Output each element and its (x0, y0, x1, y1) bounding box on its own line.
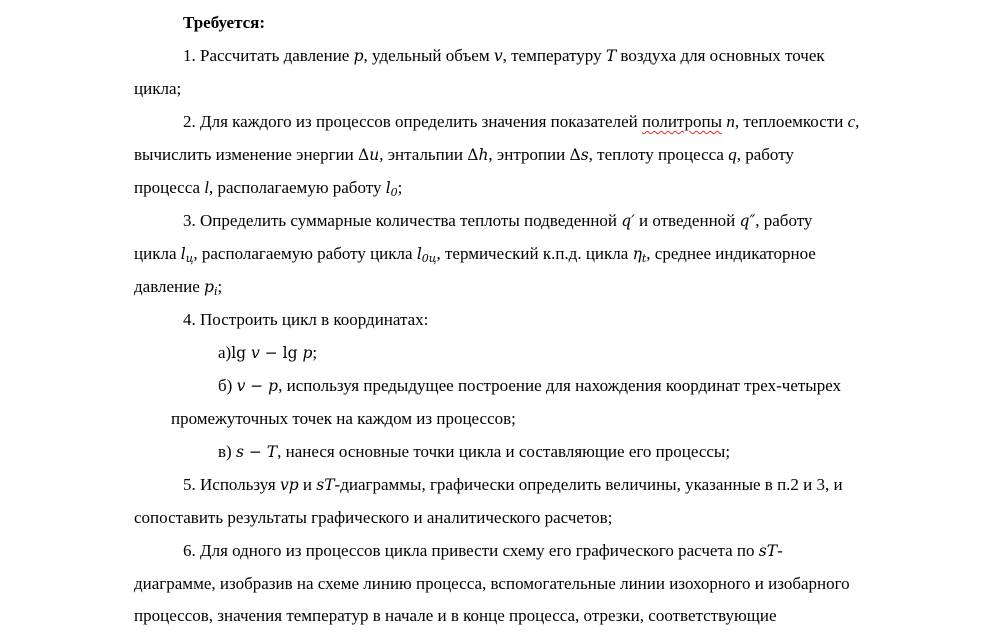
item6-line2: диаграмме, изобразив на схеме линию процесса, вспомогательные линии изохорного и изобарного (134, 574, 850, 593)
text: процесса (134, 178, 205, 197)
item1-line2: цикла; (134, 79, 182, 98)
math-v: v (493, 47, 503, 65)
text: , термический к.п.д. цикла (436, 244, 633, 263)
math-p-i (204, 278, 217, 296)
math-l0-cycle-var: l (416, 245, 422, 263)
text: и отведенной (634, 211, 740, 230)
math-vp: vp (279, 476, 299, 494)
item6-line1 (183, 540, 783, 562)
spellcheck-word-politropy[interactable]: политропы (641, 112, 723, 131)
heading-required: Требуется: (183, 13, 266, 32)
math-eta-var: η (632, 245, 642, 263)
math-l0 (386, 179, 398, 197)
text: 3. Определить суммарные количества теплоты подведенной (183, 211, 622, 230)
math-delta: Δ (358, 146, 370, 164)
math-lg: lg (282, 344, 303, 362)
math-l0-cycle-sub: 0ц (421, 252, 437, 265)
text: -диаграммы, графически определить величины, указанные в п.2 и 3, и (334, 475, 843, 494)
math-p: p (268, 377, 279, 395)
text: , энтропии (488, 145, 570, 164)
math-minus: − (245, 377, 269, 395)
text: в) (218, 442, 236, 461)
math-l0-sub: 0 (390, 186, 398, 199)
item4-sub-b (218, 375, 841, 397)
text: ; (312, 343, 318, 362)
item3-line1 (183, 210, 812, 232)
item5-line2: сопоставить результаты графического и аналитического расчетов; (134, 508, 613, 527)
item3-line2 (134, 243, 816, 265)
math-sT: sT (758, 542, 778, 560)
text: - (777, 541, 783, 560)
item4-sub-a (218, 342, 317, 364)
math-v: v (236, 377, 246, 395)
item5-line1 (183, 474, 843, 496)
text: вычислить изменение энергии (134, 145, 359, 164)
text: а) (218, 343, 232, 362)
text: цикла (134, 244, 181, 263)
math-minus: − (243, 443, 267, 461)
math-delta: Δ (569, 146, 581, 164)
text: ; (397, 178, 403, 197)
math-sT: sT (316, 476, 335, 494)
item2-line3 (134, 177, 402, 199)
item4-sub-c (218, 441, 730, 463)
text: воздуха для основных точек (616, 46, 825, 65)
math-q-prime: q′ (621, 212, 635, 230)
math-l-cycle-var: l (180, 245, 186, 263)
math-p-i-sub: i (213, 285, 218, 298)
text: , нанеся основные точки цикла и составляющие его процессы; (277, 442, 731, 461)
text: давление (134, 277, 205, 296)
text: , энтальпии (379, 145, 468, 164)
math-minus: − (259, 344, 283, 362)
math-T: T (605, 47, 617, 65)
math-eta-sub: t (641, 252, 647, 265)
math-v: v (251, 344, 260, 362)
text: 2. Для каждого из процессов определить значения показателей (183, 112, 642, 131)
math-lg: lg (231, 344, 252, 362)
text: , используя предыдущее построение для нахождения координат трех-четырех (278, 376, 842, 395)
text: , удельный объем (363, 46, 494, 65)
text: , теплоту процесса (588, 145, 729, 164)
item4-sub-b-line2: промежуточных точек на каждом из процессов; (171, 409, 516, 428)
text: 1. Рассчитать давление (183, 46, 354, 65)
math-p: p (353, 47, 364, 65)
text: б) (218, 376, 237, 395)
math-p: p (302, 344, 313, 362)
text: , теплоемкости (734, 112, 848, 131)
item6-line3: процессов, значения температур в начале и в конце процесса, отрезки, соответствующие (134, 606, 777, 625)
text: , среднее индикаторное (646, 244, 816, 263)
text: , (855, 112, 860, 131)
math-l0-cycle (417, 245, 437, 263)
text: и (298, 475, 317, 494)
math-delta: Δ (467, 146, 479, 164)
math-T: T (266, 443, 278, 461)
math-l-cycle-sub: ц (185, 252, 194, 265)
text: , температуру (502, 46, 606, 65)
text: , располагаемую работу (209, 178, 386, 197)
item2-line2 (134, 144, 794, 166)
math-n: n (726, 112, 735, 131)
math-eta-t (633, 245, 647, 263)
math-l-cycle (181, 245, 194, 263)
math-h: h (478, 146, 489, 164)
text: 5. Используя (183, 475, 280, 494)
item3-line3 (134, 276, 222, 298)
math-l: l (204, 178, 209, 197)
math-s: s (580, 146, 589, 164)
text: , работу (736, 145, 794, 164)
text: , располагаемую работу цикла (193, 244, 417, 263)
math-c: c (847, 112, 856, 131)
item2-line1 (183, 111, 859, 133)
math-u: u (369, 146, 380, 164)
text: , работу (755, 211, 813, 230)
math-q-double-prime: q″ (739, 212, 756, 230)
math-l0-var: l (385, 179, 391, 197)
item1-line1 (183, 45, 825, 67)
text: ; (217, 277, 223, 296)
math-s: s (235, 443, 244, 461)
math-q: q (728, 145, 737, 164)
text: 6. Для одного из процессов цикла привести схему его графического расчета по (183, 541, 759, 560)
item4-line1: 4. Построить цикл в координатах: (183, 310, 429, 329)
math-p-i-var: p (204, 278, 214, 296)
